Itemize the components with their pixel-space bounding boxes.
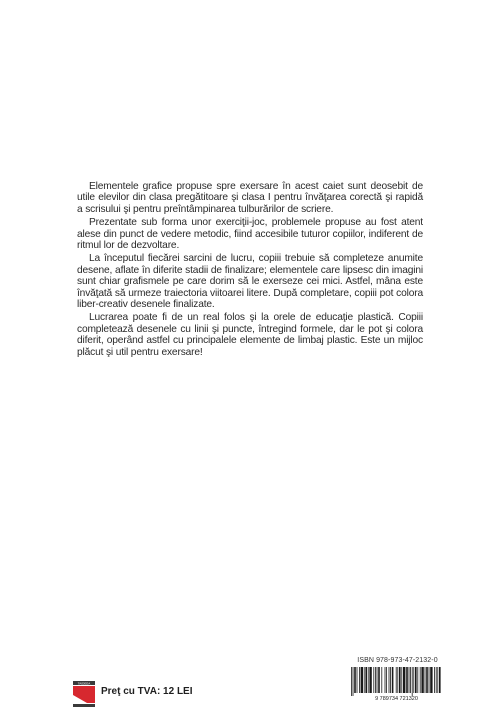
barcode-bar [389,667,390,693]
barcode-bar [364,667,365,693]
barcode-bar [397,667,398,693]
barcode-bar [421,667,423,693]
barcode-bar [369,667,371,693]
barcode-bar [413,667,414,693]
barcode-bar [375,667,376,693]
barcode-bar [353,667,354,696]
barcode-bar [373,667,374,693]
paragraph-3: La începutul fiecărei sarcini de lucru, copiii trebuie să completeze anumite desene, aflate în diferite stadii de finalizare; elementele care lipsesc din imagini sunt chiar grafismele pe care dorim să le exerseze cei mici. Astfel, mâna este învăţată să urmeze traiectoria viitoarei litere. După completare, copiii pot colora liber-creativ desenele finalizate. [77,253,423,311]
barcode-bar [365,667,367,693]
paragraph-2: Prezentate sub forma unor exerciţii-joc, problemele propuse au fost atent alese din punct de vedere metodic, fiind accesibile tuturor copiilor, indiferent de ritmul lor de dezvoltare. [77,217,423,252]
barcode-bar [357,667,358,693]
barcode-bar [361,667,363,693]
barcode-bar [439,667,441,693]
barcode-bar [430,667,432,693]
barcode-bar [403,667,405,693]
barcode-bar [399,667,401,693]
back-cover-description [77,181,423,360]
barcode-bar [385,667,386,693]
barcode-bar [354,667,356,693]
barcode-bar [425,667,426,693]
barcode-bar [368,667,369,693]
paragraph-1: Elementele grafice propuse spre exersare în acest caiet sunt deosebit de utile elevilor din clasa pregătitoare şi clasa I pentru învăţarea corectă şi rapidă a scrisului şi pentru preîntâmpinarea tulburărilor de scriere. [77,181,423,215]
isbn-label: ISBN 978-973-47-2132-0 [357,657,438,664]
logo-wordmark: TAIDEEA [77,681,91,686]
barcode-bar [378,667,380,693]
barcode-bar [359,667,360,693]
barcode-bar [381,667,382,693]
barcode-bar [401,667,402,693]
barcode-bar [420,667,421,693]
barcode-bar [396,667,397,693]
barcode-bar [415,667,417,693]
barcode-bar [390,667,391,693]
paragraph-4: Lucrarea poate fi de un real folos şi la orele de educaţie plastică. Copiii completează desenele cu linii şi puncte, întregind formele, dar le pot şi colora diferit, operând astfel cu principalele elemente de limbaj plastic. Este un mijloc plăcut şi util pentru exersare! [77,312,423,358]
barcode-bar [386,667,387,693]
barcode-digits: 9 789734 721320 [375,696,418,701]
barcode-bar [406,667,408,693]
barcode-bar [392,667,394,693]
barcode-bar [409,667,410,693]
barcode-bar [351,667,352,696]
publisher-logo [73,681,95,707]
barcode-bar [412,667,413,696]
barcode-block [349,657,446,701]
barcode-bar [434,667,435,693]
barcode-bar [436,667,437,693]
barcode [349,667,444,701]
barcode-bar [437,667,438,693]
barcode-bar [426,667,428,693]
price-label: Preţ cu TVA: 12 LEI [101,686,193,697]
barcode-bar [417,667,418,693]
barcode-bar [429,667,430,693]
barcode-bar [410,667,411,693]
barcode-bar [377,667,378,693]
